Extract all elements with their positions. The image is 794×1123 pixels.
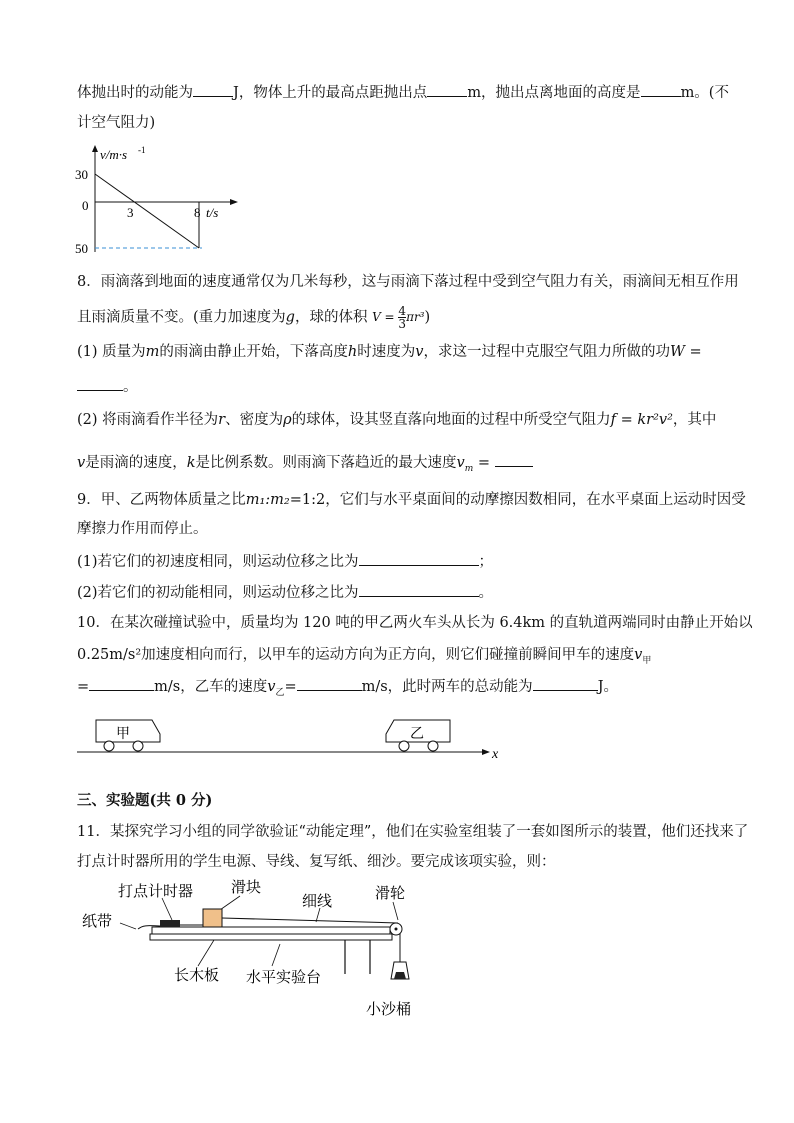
q7-graph-tick-3: 3 (127, 205, 134, 220)
q7-graph-xlabel: t/s (206, 205, 219, 220)
q10-line2: 0.25m/s²加速度相向而行，以甲车的运动方向为正方向，则它们碰撞前瞬间甲车的速度$v_甲$ (77, 647, 652, 666)
q10-blank-va[interactable] (89, 676, 154, 691)
q8-line1: 8．雨滴落到地面的速度通常仅为几米每秒，这与雨滴下落过程中受到空气阻力有关，雨滴间无相互作用 (77, 274, 739, 290)
q9-line1: 9．甲、乙两物体质量之比m₁:m₂=1:2，它们与水平桌面间的动摩擦因数相同，在水平桌面上运动时因受 (77, 492, 746, 508)
q8-volume-formula: V = $\frac{4}{3}$ πr³ (372, 304, 425, 331)
q11-label-table: 水平实验台 (246, 970, 322, 986)
q10-cars-diagram (72, 712, 512, 762)
q7-graph-ylabel: v/m·s (100, 147, 128, 162)
q7-graph-tick-0: 0 (82, 198, 89, 213)
q10-car-a-label: 甲 (116, 727, 130, 742)
q8-part2: (2) 将雨滴看作半径为r、密度为ρ的球体，设其竖直落向地面的过程中所受空气阻力f = kr²v²，其中 (77, 412, 717, 428)
q9-line2: 摩擦力作用而停止。 (77, 521, 208, 537)
q9-part1: (1)若它们的初速度相同，则运动位移之比为 ； (77, 551, 493, 572)
q11-line1: 11．某探究学习小组的同学欲验证“动能定理”，他们在实验室组装了一套如图所示的装置，他们还找来了 (77, 824, 749, 840)
q7-blank-height[interactable] (427, 82, 467, 97)
q10-line1: 10．在某次碰撞试验中，质量均为 120 吨的甲乙两火车头从长为 6.4km 的直轨道两端同时由静止开始以 (77, 615, 753, 631)
q10-blank-vb[interactable] (297, 676, 362, 691)
q11-label-timer: 打点计时器 (118, 884, 194, 900)
q7-graph-tick-8: 8 (194, 205, 201, 220)
q11-label-board: 长木板 (174, 968, 220, 984)
q11-line2: 打点计时器所用的学生电源、导线、复写纸、细沙。要完成该项实验，则： (77, 854, 556, 870)
q9-blank-2[interactable] (359, 582, 479, 597)
q8-part1-answer: 。 (77, 376, 138, 397)
q10-axis-label: x (492, 747, 499, 762)
q7-line2: 计空气阻力) (77, 115, 156, 131)
q11-apparatus-diagram (80, 876, 440, 1021)
q11-label-string: 细线 (302, 894, 333, 910)
q11-label-slider: 滑块 (231, 880, 262, 896)
q10-blank-ek[interactable] (533, 676, 598, 691)
q9-part2: (2)若它们的初动能相同，则运动位移之比为 。 (77, 582, 493, 603)
q11-label-pulley: 滑轮 (375, 886, 406, 902)
q7-graph-tick-30: 30 (75, 167, 88, 182)
q10-line3: = m/s，乙车的速度$v_乙= m/s$，此时两车的总动能为 J。 (77, 676, 618, 703)
q8-blank-work[interactable] (77, 376, 123, 391)
q9-blank-1[interactable] (359, 551, 479, 566)
q8-part2-line2: v是雨滴的速度，k是比例系数。则雨滴下落趋近的最大速度$v_m$ = (77, 452, 533, 479)
q7-graph-tick-50: 50 (75, 241, 88, 256)
q7-graph-ylabel-sup: -1 (138, 145, 146, 155)
q8-part1: (1) 质量为m的雨滴由静止开始，下落高度h时速度为v，求这一过程中克服空气阻力所做的功W = (77, 344, 702, 360)
section3-title: 三、实验题(共 0 分) (77, 792, 213, 809)
q8-blank-vmax[interactable] (495, 452, 533, 467)
q8-line2: 且雨滴质量不变。(重力加速度为g，球的体积 V = $\frac{4}{3}$ πr³) (77, 304, 431, 331)
q11-label-bucket: 小沙桶 (366, 1002, 412, 1018)
q7-blank-ke[interactable] (193, 82, 233, 97)
q10-car-b-label: 乙 (410, 727, 424, 742)
q11-label-tape: 纸带 (82, 914, 113, 930)
q7-blank-ground[interactable] (641, 82, 681, 97)
q7-line1: 体抛出时的动能为 J，物体上升的最高点距抛出点 m，抛出点离地面的高度是 m。(不 (77, 82, 729, 103)
q7-vt-graph (72, 142, 247, 257)
